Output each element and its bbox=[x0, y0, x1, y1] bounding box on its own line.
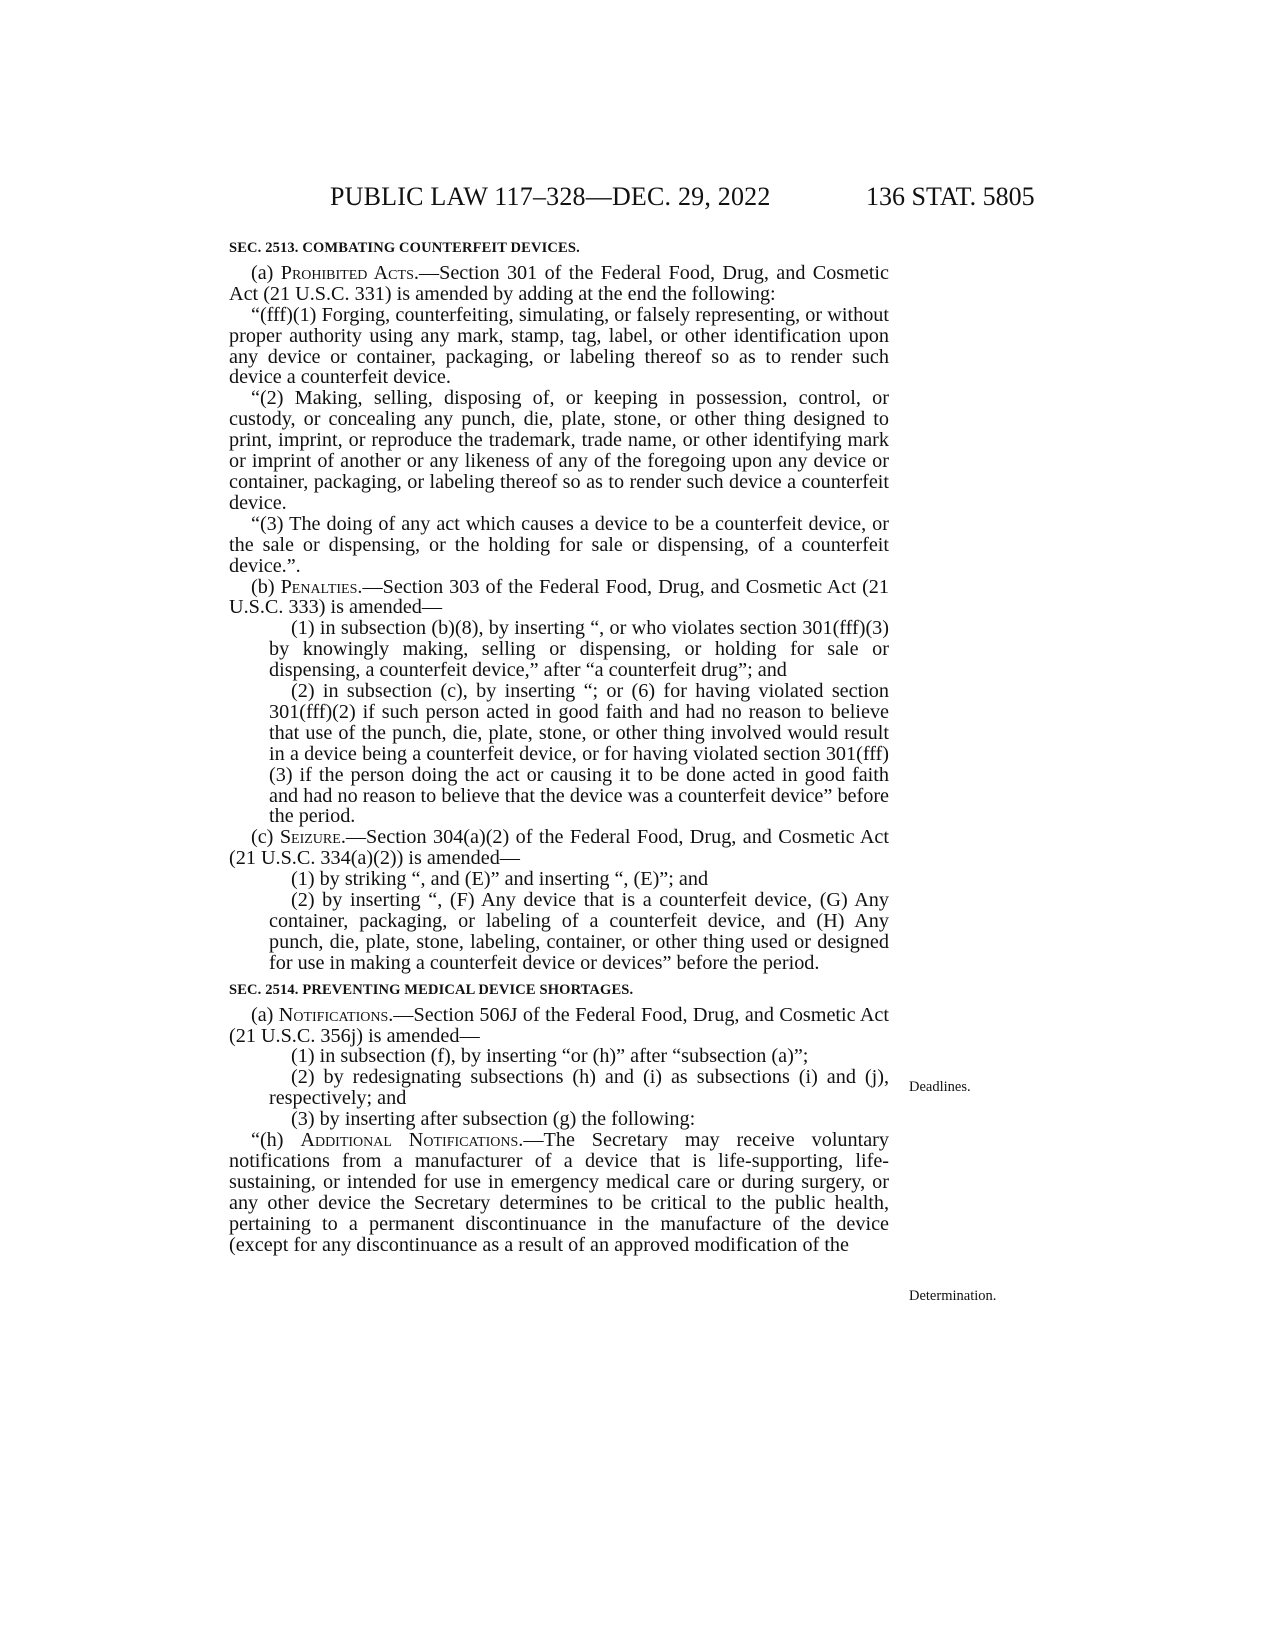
paragraph-a-3: (3) by inserting after subsection (g) the following: bbox=[291, 1108, 696, 1131]
paragraph-c-1: (1) by striking “, and (E)” and inserting “, (E)”; and bbox=[291, 868, 709, 891]
paragraph-a-2: (2) by redesignating subsections (h) and (i) as subsections (i) and (j), respectively; and bbox=[269, 1066, 889, 1110]
paragraph-b-2: (2) in subsection (c), by inserting “; or (6) for having violated section 301(fff)(2) if such person acted in good faith and had no reason to believe that use of the punch, die, plate, stone, or other thing involved would result in a device being a counterfeit device, or for having violated section 301(fff)(3) if the person doing the act or causing it to be done acted in good faith and had no reason to believe that the device was a counterfeit device” before the period. bbox=[269, 680, 889, 828]
subsection-b-penalties: (b) Penalties.—Section 303 of the Federal Food, Drug, and Cosmetic Act (21 U.S.C. 333) is amended— bbox=[229, 575, 889, 619]
running-head: PUBLIC LAW 117–328—DEC. 29, 2022 bbox=[330, 182, 771, 211]
paragraph-b-1: (1) in subsection (b)(8), by inserting “, or who violates section 301(fff)(3) by knowingly making, selling or dispensing, or holding for sale or dispensing, a counterfeit device,” after “a counterfeit drug”; and bbox=[269, 617, 889, 682]
subsection-a-prohibited-acts: (a) Prohibited Acts.—Section 301 of the Federal Food, Drug, and Cosmetic Act (21 U.S.C. 331) is amended by adding at the end the following: bbox=[229, 261, 889, 305]
paragraph-fff-1: “(fff)(1) Forging, counterfeiting, simulating, or falsely representing, or without proper authority using any mark, stamp, tag, label, or other identification upon any device or container, packaging, or labeling thereof so as to render such device a counterfeit device. bbox=[229, 303, 889, 389]
margin-note-determination: Determination. bbox=[909, 1288, 997, 1304]
section-2514-heading: SEC. 2514. PREVENTING MEDICAL DEVICE SHORTAGES. bbox=[229, 981, 634, 998]
subsection-a-notifications: (a) Notifications.—Section 506J of the Federal Food, Drug, and Cosmetic Act (21 U.S.C. 356j) is amended— bbox=[229, 1003, 890, 1047]
subsection-h-additional-notifications: “(h) Additional Notifications.—The Secretary may receive voluntary notifications from a manufacturer of a device that is life-supporting, life-sustaining, or intended for use in emergency medical care or during surgery, or any other device the Secretary determines to be critical to the public health, pertaining to a permanent discontinuance in the manufacture of the device (except for any discontinuance as a result of an approved modification of the bbox=[229, 1129, 889, 1256]
paragraph-fff-3: “(3) The doing of any act which causes a device to be a counterfeit device, or the sale or dispensing, or the holding for sale or dispensing, of a counterfeit device.”. bbox=[229, 512, 889, 577]
margin-note-deadlines: Deadlines. bbox=[909, 1079, 971, 1095]
section-2513-heading: SEC. 2513. COMBATING COUNTERFEIT DEVICES. bbox=[229, 240, 580, 256]
subsection-c-seizure: (c) Seizure.—Section 304(a)(2) of the Federal Food, Drug, and Cosmetic Act (21 U.S.C. 334(a)(2)) is amended— bbox=[229, 826, 889, 870]
paragraph-c-2: (2) by inserting “, (F) Any device that is a counterfeit device, (G) Any container, packaging, or labeling of a counterfeit device, and (H) Any punch, die, plate, stone, labeling, container, or other thing used or designed for use in making a counterfeit device or devices” before the period. bbox=[269, 889, 889, 974]
paragraph-a-1: (1) in subsection (f), by inserting “or (h)” after “subsection (a)”; bbox=[291, 1045, 809, 1068]
statute-citation: 136 STAT. 5805 bbox=[866, 182, 1035, 211]
paragraph-fff-2: “(2) Making, selling, disposing of, or keeping in possession, control, or custody, or concealing any punch, die, plate, stone, or other thing designed to print, imprint, or reproduce the trademark, trade name, or other identifying mark or imprint of another or any likeness of any of the foregoing upon any device or container, packaging, or labeling thereof so as to render such device a counterfeit device. bbox=[229, 387, 889, 514]
body-text bbox=[229, 238, 889, 1256]
